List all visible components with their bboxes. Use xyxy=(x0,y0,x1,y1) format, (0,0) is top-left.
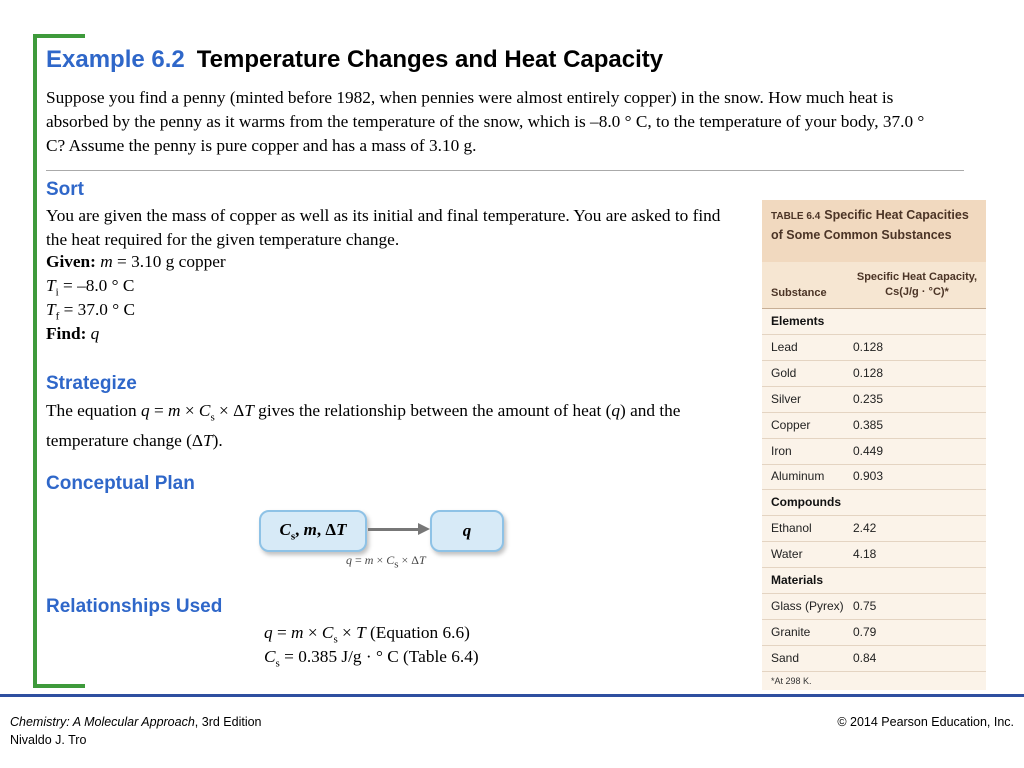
substance-cell: Glass (Pyrex) xyxy=(771,598,844,613)
specific-heat-cell: 0.449 xyxy=(853,443,884,458)
relationship-eq2: $C_s = 0.385$ J/g · ° C (Table 6.4) xyxy=(264,647,479,670)
specific-heat-cell: 0.128 xyxy=(853,339,884,354)
frame-top-tick xyxy=(33,34,85,38)
strategize-heading: Strategize xyxy=(46,373,137,394)
given-value: = 3.10 g copper xyxy=(112,252,226,271)
frame-left-bar xyxy=(33,34,37,688)
table-row xyxy=(762,335,986,361)
substance-cell: Silver xyxy=(771,391,802,406)
example-title: Temperature Changes and Heat Capacity xyxy=(196,46,664,73)
plan-caption: $q = m \times C_s \times \Delta T$ xyxy=(346,553,426,571)
relationship-eq1: $q = m \times C_s \times T$ (Equation 6.6) xyxy=(264,623,470,646)
table-column-headers xyxy=(762,262,986,309)
table-group-row xyxy=(762,568,986,594)
initial-temp-line: $T_i = -8.0$ ° C xyxy=(46,276,135,299)
page-title xyxy=(46,46,663,74)
example-number: Example 6.2 xyxy=(46,46,185,73)
substance-cell: Gold xyxy=(771,365,797,380)
specific-heat-cell: 0.385 xyxy=(853,417,884,432)
substance-cell: Aluminum xyxy=(771,469,825,484)
arrow-head-icon xyxy=(418,523,430,535)
given-line: Given: m = 3.10 g copper xyxy=(46,252,226,271)
footer-rule xyxy=(0,694,1024,697)
plan-output-box: q xyxy=(430,510,504,552)
substance-cell: Water xyxy=(771,547,803,562)
substance-cell: Iron xyxy=(771,443,792,458)
table-row xyxy=(762,361,986,387)
column-substance: Substance xyxy=(771,287,827,299)
table-row xyxy=(762,620,986,646)
sort-text: You are given the mass of copper as well as its initial and final temperature. You are asked to find the heat required for the given temperature change. xyxy=(46,206,721,249)
substance-cell: Ethanol xyxy=(771,521,812,536)
substance-cell: Sand xyxy=(771,650,800,665)
specific-heat-cell: 0.75 xyxy=(853,598,877,613)
plan-input-box: $C_s$, m, ΔT xyxy=(259,510,367,552)
specific-heat-cell: 0.903 xyxy=(853,469,884,484)
substance-cell: Elements xyxy=(771,314,825,328)
table-row xyxy=(762,542,986,568)
final-temp-line: $T_f = 37.0$ ° C xyxy=(46,300,136,323)
substance-cell: Materials xyxy=(771,573,824,587)
sort-heading: Sort xyxy=(46,179,84,200)
divider xyxy=(46,170,964,171)
table-row xyxy=(762,516,986,542)
problem-statement: Suppose you find a penny (minted before 1982, when pennies were almost entirely copper) in the snow. How much heat is absorbed by the penny as it warms from the temperature of the snow, which is –8.0 ° C, to the temperature of your body, 37.0 ° C? Assume the penny is pure copper and has a mass of 3.10 g. xyxy=(46,88,925,155)
find-value: q xyxy=(90,324,100,343)
footer-copyright: © 2014 Pearson Education, Inc. xyxy=(837,715,1014,729)
table-row xyxy=(762,594,986,620)
given-label: Given: xyxy=(46,252,96,271)
substance-cell: Compounds xyxy=(771,495,841,510)
specific-heat-cell: 0.79 xyxy=(853,624,877,639)
table-footnote: *At 298 K. xyxy=(771,676,812,686)
table-header xyxy=(762,200,986,262)
find-line xyxy=(46,324,99,344)
specific-heat-cell: 0.128 xyxy=(853,365,884,380)
substance-cell: Granite xyxy=(771,624,811,639)
table-group-row xyxy=(762,490,986,516)
specific-heat-cell: 4.18 xyxy=(853,547,877,562)
specific-heat-cell: 0.84 xyxy=(853,650,877,665)
final-temp-value: = 37.0 ° C xyxy=(59,300,136,319)
table-row xyxy=(762,387,986,413)
specific-heat-cell: 2.42 xyxy=(853,521,877,536)
initial-temp-value: = –8.0 ° C xyxy=(58,276,135,295)
column-specific-heat: Specific Heat Capacity, Cs(J/g · °C)* xyxy=(856,271,978,298)
substance-cell: Copper xyxy=(771,417,811,432)
table-row xyxy=(762,413,986,439)
specific-heat-cell: 0.235 xyxy=(853,391,884,406)
substance-cell: Lead xyxy=(771,339,798,354)
conceptual-plan-heading: Conceptual Plan xyxy=(46,473,195,494)
table-row xyxy=(762,439,986,465)
specific-heat-table xyxy=(762,200,986,690)
table-row xyxy=(762,464,986,490)
frame-bottom-tick xyxy=(33,684,85,688)
table-label: TABLE 6.4 xyxy=(771,211,821,222)
table-group-row xyxy=(762,309,986,335)
find-label: Find: xyxy=(46,324,87,343)
relationships-heading: Relationships Used xyxy=(46,596,223,617)
strategize-text: The equation $q = m \times C_s \times \Delta T$ gives the relationship between the amount of heat (q) and the temperature change (ΔT). xyxy=(46,401,681,451)
plan-arrow xyxy=(368,528,420,531)
table-title: Specific Heat Capacities of Some Common Substances xyxy=(771,208,969,242)
footer-author: Nivaldo J. Tro xyxy=(10,733,87,747)
table-row xyxy=(762,646,986,672)
footer-book: Chemistry: A Molecular Approach, 3rd Edition xyxy=(10,715,262,729)
